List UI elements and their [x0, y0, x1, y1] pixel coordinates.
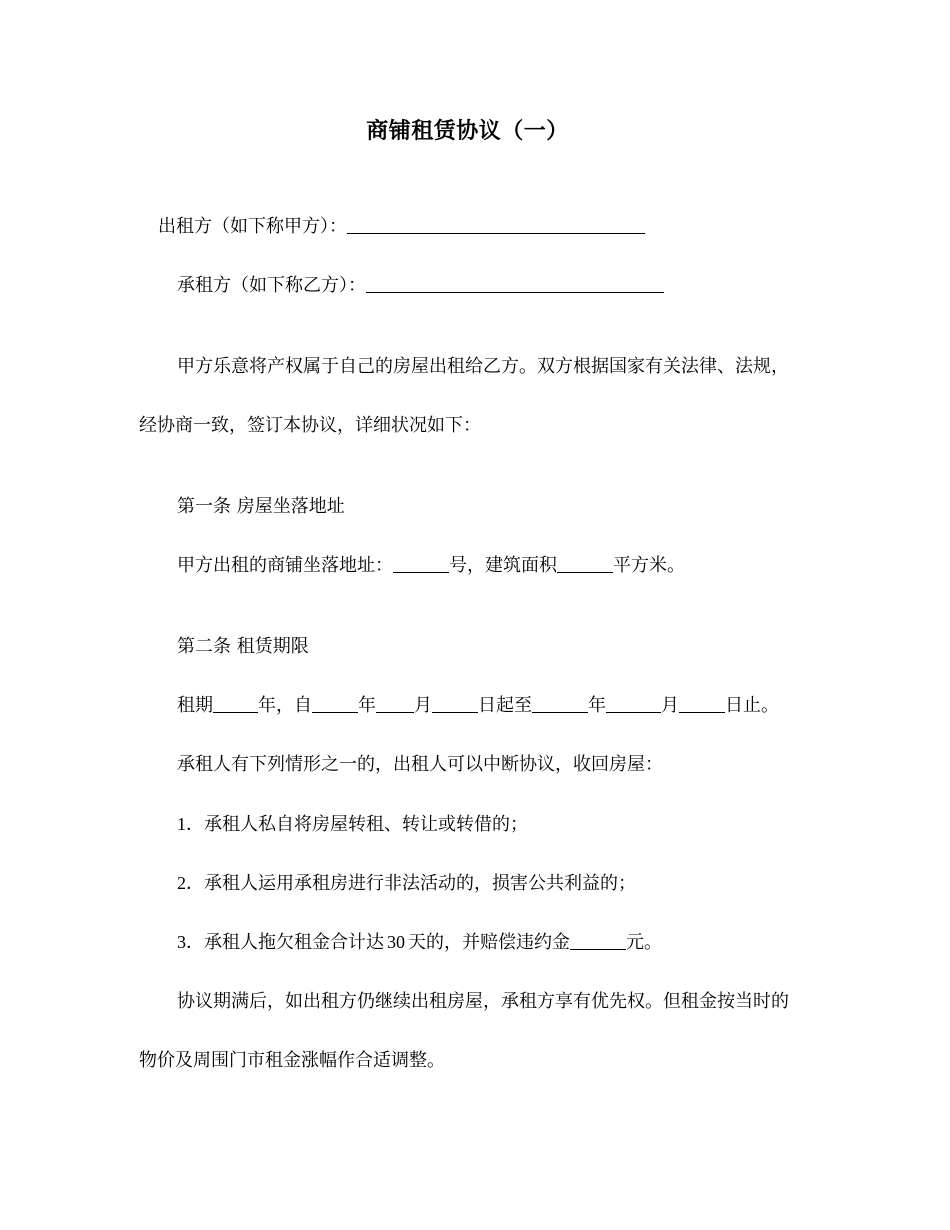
- term-label: 租期: [177, 695, 213, 716]
- start-day-blank: [432, 694, 478, 713]
- lessor-blank: [347, 215, 645, 234]
- term-from: 年，自: [258, 695, 312, 716]
- intro-line-2: 经协商一致，签订本协议，详细状况如下：: [139, 415, 481, 436]
- article1-paragraph: [177, 554, 685, 578]
- end-day-label: 日止。: [725, 695, 779, 716]
- item-1-text: 承租人私自将房屋转租、转让或转借的；: [204, 814, 528, 835]
- end-day-blank: [679, 694, 725, 713]
- area-label: 号，建筑面积: [449, 555, 557, 576]
- area-blank: [557, 554, 613, 573]
- penalty-blank: [570, 931, 626, 950]
- item-3-text-c: 元。: [626, 932, 662, 953]
- term-years-blank: [213, 694, 258, 713]
- area-unit: 平方米。: [613, 555, 685, 576]
- end-month-blank: [606, 694, 661, 713]
- term-paragraph: [177, 694, 779, 718]
- start-year-blank: [312, 694, 358, 713]
- lessee-label: 承租方（如下称乙方）：: [177, 275, 366, 296]
- start-year-label: 年: [358, 695, 376, 716]
- article2-heading: 第二条 租赁期限: [177, 636, 309, 657]
- lessor-label: 出租方（如下称甲方）：: [158, 216, 347, 237]
- end-year-label: 年: [588, 695, 606, 716]
- termination-item-1: [177, 812, 528, 837]
- item-3-text-a: 承租人拖欠租金合计达: [204, 932, 384, 953]
- start-month-blank: [376, 694, 414, 713]
- renewal-line-1: 协议期满后，如出租方仍继续出租房屋，承租方享有优先权。但租金按当时的: [177, 991, 789, 1012]
- renewal-line-2: 物价及周围门市租金涨幅作合适调整。: [139, 1050, 445, 1071]
- end-year-blank: [532, 694, 588, 713]
- lessee-line: [177, 274, 664, 298]
- item-1-number: 1．: [177, 814, 204, 834]
- address-label: 甲方出租的商铺坐落地址：: [177, 555, 393, 576]
- start-day-label: 日起至: [478, 695, 532, 716]
- item-3-number: 3．: [177, 932, 204, 952]
- intro-line-1: 甲方乐意将产权属于自己的房屋出租给乙方。双方根据国家有关法律、法规，: [177, 356, 789, 377]
- start-month-label: 月: [414, 695, 432, 716]
- item-2-number: 2．: [177, 873, 204, 893]
- lessor-line: [158, 215, 645, 239]
- end-month-label: 月: [661, 695, 679, 716]
- termination-intro: 承租人有下列情形之一的，出租人可以中断协议，收回房屋：: [177, 754, 663, 775]
- article1-heading: 第一条 房屋坐落地址: [177, 496, 345, 517]
- termination-item-3: [177, 930, 662, 955]
- termination-item-2: [177, 871, 636, 896]
- lessee-blank: [366, 274, 664, 293]
- item-3-days: 30: [387, 932, 405, 952]
- address-number-blank: [393, 554, 449, 573]
- document-title: 商铺租赁协议（一）: [366, 119, 569, 144]
- item-3-text-b: 天的，并赔偿违约金: [408, 932, 570, 953]
- item-2-text: 承租人运用承租房进行非法活动的，损害公共利益的；: [204, 873, 636, 894]
